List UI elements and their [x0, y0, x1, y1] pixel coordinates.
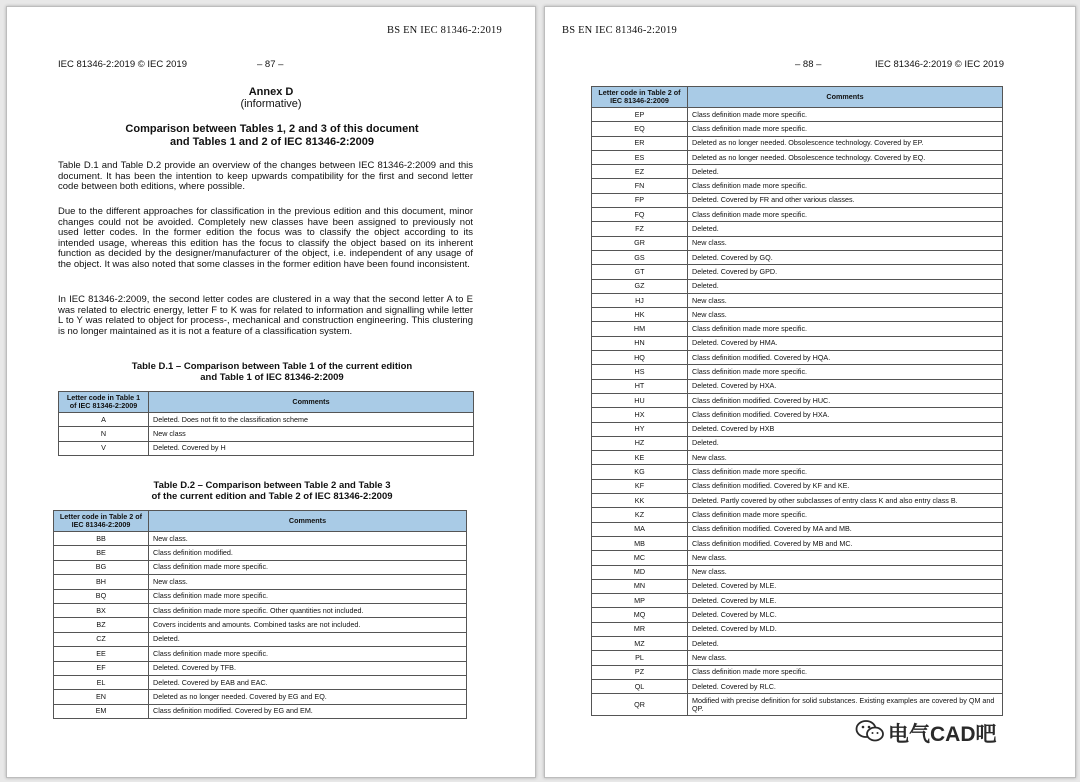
table-row [54, 603, 467, 617]
letter-code-cell: ES [592, 150, 688, 164]
letter-code-cell: FP [592, 193, 688, 207]
comment-cell: Class definition modified. Covered by HUC. [688, 393, 1003, 407]
letter-code-cell: MB [592, 536, 688, 550]
table-row [592, 265, 1003, 279]
comment-cell: Deleted. [149, 632, 467, 646]
letter-code-cell: HZ [592, 436, 688, 450]
letter-code-cell: HX [592, 408, 688, 422]
wechat-icon [855, 719, 885, 743]
table-d1-caption-line-1: Table D.1 – Comparison between Table 1 of the current edition [131, 361, 413, 372]
comment-cell: New class. [688, 308, 1003, 322]
letter-code-cell: BH [54, 575, 149, 589]
letter-code-cell: GZ [592, 279, 688, 293]
table-row [592, 565, 1003, 579]
letter-code-cell: FQ [592, 208, 688, 222]
comment-cell: Class definition made more specific. [688, 465, 1003, 479]
table-row [592, 465, 1003, 479]
table-row [59, 427, 474, 441]
table-row [592, 694, 1003, 716]
table-row [592, 451, 1003, 465]
table-header-comments: Comments [149, 511, 467, 532]
letter-code-cell: HK [592, 308, 688, 322]
table-d2-caption-line-2: of the current edition and Table 2 of IEC 81346-2:2009 [151, 491, 393, 502]
comment-cell: Class definition made more specific. [688, 179, 1003, 193]
page-header-standard: BS EN IEC 81346-2:2019 [387, 25, 502, 36]
comment-cell: Deleted. Covered by MLC. [688, 608, 1003, 622]
letter-code-cell: HS [592, 365, 688, 379]
letter-code-cell: HN [592, 336, 688, 350]
paragraph-2: Due to the different approaches for classification in the previous edition and this document, minor changes could not be avoided. Completely new classes have been assigned to previously not used letter codes. In the former edition the focus was to classify the object according to its intended usage, whereas this edition has the focus to classify the object based on its inherent function as decided by the designer/manufacturer of the object, i.e. independent of any usage of the object. It was also noted that some classes in the former edition have been found inconsistent. [58, 206, 473, 270]
comment-cell: Deleted. Covered by TFB. [149, 661, 467, 675]
comment-cell: Class definition made more specific. Other quantities not included. [149, 603, 467, 617]
comment-cell: Deleted. [688, 436, 1003, 450]
table-row [592, 222, 1003, 236]
table-row [592, 108, 1003, 122]
comment-cell: New class. [149, 532, 467, 546]
comment-cell: Deleted. Covered by HXB [688, 422, 1003, 436]
letter-code-cell: EN [54, 690, 149, 704]
paragraph-3: In IEC 81346-2:2009, the second letter codes are clustered in a way that the second letter A to E was related to electric energy, letter F to K was for related to information and signalling while letter L to Y was related to object for process-, mechanical and construction engineering. This clustering is no longer maintained as it is not a feature of a classification system. [58, 294, 473, 337]
letter-code-cell: MA [592, 522, 688, 536]
table-header-comments: Comments [149, 392, 474, 413]
comment-cell: Class definition modified. Covered by HQA. [688, 351, 1003, 365]
table-row [592, 422, 1003, 436]
comment-cell: Class definition modified. Covered by HXA. [688, 408, 1003, 422]
letter-code-cell: BX [54, 603, 149, 617]
letter-code-cell: KE [592, 451, 688, 465]
letter-code-cell: KF [592, 479, 688, 493]
letter-code-cell: EM [54, 704, 149, 718]
comment-cell: Deleted. [688, 222, 1003, 236]
annex-heading-line-1: Comparison between Tables 1, 2 and 3 of this document [125, 123, 419, 135]
letter-code-cell: HM [592, 322, 688, 336]
table-row [54, 647, 467, 661]
table-d2-body [54, 532, 467, 719]
letter-code-cell: BQ [54, 589, 149, 603]
comment-cell: Deleted as no longer needed. Obsolescence technology. Covered by EQ. [688, 150, 1003, 164]
letter-code-cell: CZ [54, 632, 149, 646]
comment-cell: Class definition made more specific. [149, 589, 467, 603]
table-row [592, 508, 1003, 522]
table-header-letter-code: Letter code in Table 2 of IEC 81346-2:2009 [54, 511, 149, 532]
table-d2-continued-body [592, 108, 1003, 716]
letter-code-cell: BG [54, 560, 149, 574]
table-row [54, 661, 467, 675]
comment-cell: New class. [688, 293, 1003, 307]
comment-cell: Class definition modified. Covered by KF and KE. [688, 479, 1003, 493]
table-d2 [53, 510, 467, 719]
letter-code-cell: KZ [592, 508, 688, 522]
table-row [592, 336, 1003, 350]
table-row [592, 651, 1003, 665]
table-header-letter-code: Letter code in Table 2 of IEC 81346-2:2009 [592, 87, 688, 108]
comment-cell: Deleted. [688, 279, 1003, 293]
letter-code-cell: EP [592, 108, 688, 122]
letter-code-cell: EE [54, 647, 149, 661]
table-row [54, 532, 467, 546]
table-row [592, 308, 1003, 322]
letter-code-cell: EZ [592, 165, 688, 179]
comment-cell: Modified with precise definition for solid substances. Existing examples are covered by QM and QP. [688, 694, 1003, 716]
comment-cell: Deleted. [688, 636, 1003, 650]
table-row [592, 136, 1003, 150]
letter-code-cell: MQ [592, 608, 688, 622]
comment-cell: New class. [688, 651, 1003, 665]
comment-cell: Class definition made more specific. [149, 560, 467, 574]
table-row [54, 560, 467, 574]
letter-code-cell: EF [54, 661, 149, 675]
comment-cell: Deleted. Covered by GQ. [688, 250, 1003, 264]
comment-cell: New class. [688, 236, 1003, 250]
letter-code-cell: FZ [592, 222, 688, 236]
table-row [592, 636, 1003, 650]
letter-code-cell: MN [592, 579, 688, 593]
comment-cell: Class definition made more specific. [688, 665, 1003, 679]
comment-cell: Deleted. Covered by HXA. [688, 379, 1003, 393]
table-row [592, 208, 1003, 222]
comment-cell: Deleted as no longer needed. Obsolescence technology. Covered by EP. [688, 136, 1003, 150]
table-row [59, 413, 474, 427]
table-row [592, 679, 1003, 693]
comment-cell: Class definition made more specific. [688, 322, 1003, 336]
letter-code-cell: BE [54, 546, 149, 560]
table-row [592, 579, 1003, 593]
letter-code-cell: N [59, 427, 149, 441]
letter-code-cell: MC [592, 551, 688, 565]
table-row [592, 150, 1003, 164]
comment-cell: Deleted. Covered by HMA. [688, 336, 1003, 350]
table-row [592, 322, 1003, 336]
comment-cell: New class. [149, 575, 467, 589]
table-row [592, 608, 1003, 622]
letter-code-cell: GR [592, 236, 688, 250]
table-row [54, 546, 467, 560]
table-row [592, 622, 1003, 636]
table-row [592, 594, 1003, 608]
letter-code-cell: MZ [592, 636, 688, 650]
comment-cell: New class [149, 427, 474, 441]
comment-cell: Deleted. Partly covered by other subclasses of entry class K and also entry class B. [688, 494, 1003, 508]
table-row [592, 122, 1003, 136]
letter-code-cell: PL [592, 651, 688, 665]
table-row [54, 632, 467, 646]
table-row [592, 479, 1003, 493]
letter-code-cell: BB [54, 532, 149, 546]
table-row [592, 351, 1003, 365]
table-row [59, 441, 474, 455]
letter-code-cell: KG [592, 465, 688, 479]
table-d2-caption-line-1: Table D.2 – Comparison between Table 2 and Table 3 [153, 480, 391, 491]
letter-code-cell: HT [592, 379, 688, 393]
table-row [592, 165, 1003, 179]
paragraph-1: Table D.1 and Table D.2 provide an overview of the changes between IEC 81346-2:2009 and this document. It has been the intention to keep upwards compatibility for the first and second letter code between both editions, where possible. [58, 160, 473, 193]
letter-code-cell: FN [592, 179, 688, 193]
letter-code-cell: HJ [592, 293, 688, 307]
comment-cell: Deleted. Covered by EAB and EAC. [149, 675, 467, 689]
document-page-87 [6, 6, 536, 778]
page-header-copyright: IEC 81346-2:2019 © IEC 2019 [875, 59, 1005, 70]
letter-code-cell: KK [592, 494, 688, 508]
page-header-copyright: IEC 81346-2:2019 © IEC 2019 [58, 59, 188, 70]
letter-code-cell: EQ [592, 122, 688, 136]
watermark-text: 电气CAD吧 [888, 723, 997, 746]
table-row [592, 236, 1003, 250]
page-number: – 88 – [795, 59, 822, 70]
comment-cell: New class. [688, 551, 1003, 565]
table-row [592, 379, 1003, 393]
comment-cell: Class definition made more specific. [688, 508, 1003, 522]
comment-cell: Deleted. Covered by MLE. [688, 579, 1003, 593]
comment-cell: Deleted. Covered by FR and other various classes. [688, 193, 1003, 207]
annex-subtitle: (informative) [240, 98, 302, 110]
comment-cell: Class definition made more specific. [688, 208, 1003, 222]
table-row [54, 618, 467, 632]
table-row [592, 522, 1003, 536]
letter-code-cell: MP [592, 594, 688, 608]
letter-code-cell: HY [592, 422, 688, 436]
document-page-88 [544, 6, 1076, 778]
table-row [592, 365, 1003, 379]
table-row [592, 250, 1003, 264]
comment-cell: Class definition modified. Covered by MA and MB. [688, 522, 1003, 536]
comment-cell: Class definition made more specific. [688, 365, 1003, 379]
comment-cell: Class definition modified. Covered by MB and MC. [688, 536, 1003, 550]
letter-code-cell: QL [592, 679, 688, 693]
comment-cell: Deleted. Does not fit to the classification scheme [149, 413, 474, 427]
letter-code-cell: V [59, 441, 149, 455]
letter-code-cell: EL [54, 675, 149, 689]
table-row [54, 704, 467, 718]
comment-cell: Deleted. Covered by H [149, 441, 474, 455]
table-row [592, 436, 1003, 450]
comment-cell: Deleted. [688, 165, 1003, 179]
letter-code-cell: A [59, 413, 149, 427]
page-header-standard: BS EN IEC 81346-2:2019 [562, 25, 677, 36]
letter-code-cell: ER [592, 136, 688, 150]
comment-cell: Class definition modified. [149, 546, 467, 560]
comment-cell: New class. [688, 451, 1003, 465]
comment-cell: Class definition made more specific. [688, 108, 1003, 122]
comment-cell: Deleted. Covered by MLD. [688, 622, 1003, 636]
comment-cell: Deleted. Covered by MLE. [688, 594, 1003, 608]
comment-cell: Class definition made more specific. [149, 647, 467, 661]
comment-cell: Deleted. Covered by RLC. [688, 679, 1003, 693]
table-d1-caption-line-2: and Table 1 of IEC 81346-2:2009 [200, 372, 344, 383]
letter-code-cell: QR [592, 694, 688, 716]
table-row [592, 551, 1003, 565]
table-row [54, 675, 467, 689]
comment-cell: New class. [688, 565, 1003, 579]
table-row [592, 193, 1003, 207]
table-row [592, 293, 1003, 307]
table-row [592, 494, 1003, 508]
table-row [54, 690, 467, 704]
table-d1 [58, 391, 474, 456]
annex-heading-line-2: and Tables 1 and 2 of IEC 81346-2:2009 [170, 136, 374, 148]
comment-cell: Class definition modified. Covered by EG and EM. [149, 704, 467, 718]
table-row [592, 536, 1003, 550]
comment-cell: Class definition made more specific. [688, 122, 1003, 136]
table-header-letter-code: Letter code in Table 1 of IEC 81346-2:2009 [59, 392, 149, 413]
page-number: – 87 – [257, 59, 284, 70]
comment-cell: Deleted as no longer needed. Covered by EG and EQ. [149, 690, 467, 704]
table-row [592, 665, 1003, 679]
table-d1-body [59, 413, 474, 456]
letter-code-cell: MD [592, 565, 688, 579]
letter-code-cell: BZ [54, 618, 149, 632]
table-row [592, 179, 1003, 193]
letter-code-cell: GS [592, 250, 688, 264]
letter-code-cell: PZ [592, 665, 688, 679]
letter-code-cell: HQ [592, 351, 688, 365]
letter-code-cell: HU [592, 393, 688, 407]
table-header-comments: Comments [688, 87, 1003, 108]
letter-code-cell: MR [592, 622, 688, 636]
comment-cell: Covers incidents and amounts. Combined tasks are not included. [149, 618, 467, 632]
table-row [592, 408, 1003, 422]
table-row [54, 589, 467, 603]
annex-title: Annex D [248, 86, 294, 98]
letter-code-cell: GT [592, 265, 688, 279]
table-d2-continued [591, 86, 1003, 716]
table-row [54, 575, 467, 589]
table-row [592, 279, 1003, 293]
table-row [592, 393, 1003, 407]
comment-cell: Deleted. Covered by GPD. [688, 265, 1003, 279]
